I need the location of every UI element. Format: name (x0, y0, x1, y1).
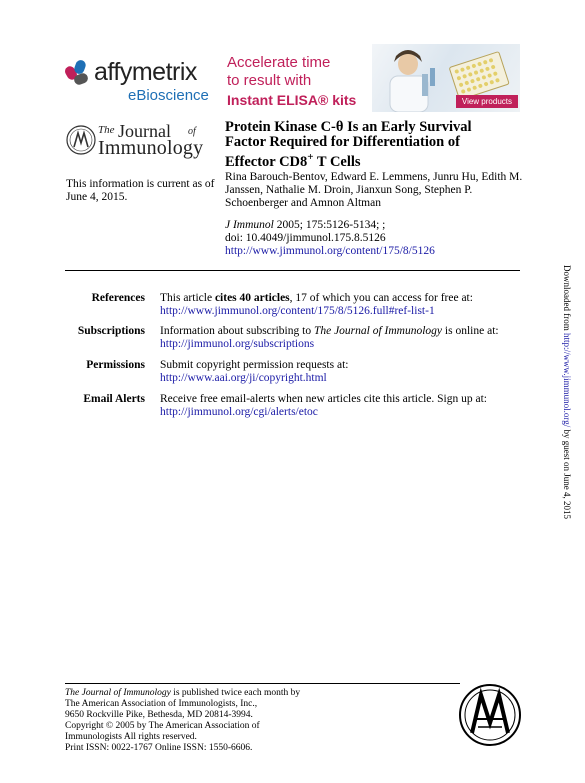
download-notice-prefix: Downloaded from (562, 265, 572, 333)
title-line-3-a: Effector CD8 (225, 153, 308, 170)
title-line-1: Protein Kinase C-θ Is an Early Survival (225, 119, 472, 135)
doi: doi: 10.4049/jimmunol.175.8.5126 (225, 232, 386, 244)
subscriptions-text (160, 325, 530, 351)
affymetrix-mark-icon (66, 60, 90, 86)
references-label: References (91, 292, 145, 304)
ad-lab-photo (372, 44, 520, 112)
permissions-link[interactable]: http://www.aai.org/ji/copyright.html (160, 372, 327, 384)
references-text-b: , 17 of which you can access for free at: (289, 292, 473, 304)
ebioscience-name: eBioscience (128, 87, 209, 104)
article-title (225, 120, 525, 170)
ad-line-2: to result with (227, 72, 312, 89)
ad-headline (227, 54, 356, 110)
references-text (160, 292, 530, 318)
subscriptions-label: Subscriptions (77, 325, 145, 337)
article-url-link[interactable]: http://www.jimmunol.org/content/175/8/5126 (225, 245, 435, 257)
subscriptions-journal-name: The Journal of Immunology (313, 325, 443, 337)
footer-journal-name: The Journal of Immunology (65, 688, 171, 698)
references-count: cites 40 articles (214, 292, 290, 304)
author-list: Rina Barouch-Bentov, Edward E. Lemmens, Junru Hu, Edith M. Janssen, Nathalie M. Droin, Jianxun Song, Stephen P. Schoenberger and Amnon Altman (225, 171, 523, 209)
email-alerts-label: Email Alerts (83, 393, 145, 405)
footer-line-1-rest: is published twice each month by (170, 688, 301, 698)
subscriptions-text-b: is online at: (442, 325, 499, 337)
journal-logo-immunology: Immunology (98, 137, 204, 159)
permissions-label: Permissions (86, 359, 145, 371)
permissions-text-a: Submit copyright permission requests at: (160, 359, 349, 371)
citation-journal: J Immunol (225, 219, 274, 231)
ad-line-3: Instant ELISA® kits (227, 92, 357, 108)
references-text-a: This article (160, 292, 215, 304)
footer-line-2: The American Association of Immunologists, Inc., (65, 699, 258, 709)
affymetrix-logo (66, 58, 211, 108)
download-site-link[interactable]: http://www.jimmunol.org/ (562, 332, 572, 428)
title-line-3-b: T Cells (313, 153, 361, 170)
journal-logo-of: of (188, 126, 196, 137)
publisher-footer (65, 688, 365, 754)
citation-line (225, 219, 525, 232)
title-line-2: Factor Required for Differentiation of (225, 134, 460, 150)
subscriptions-link[interactable]: http://jimmunol.org/subscriptions (160, 338, 315, 350)
footer-divider (65, 683, 460, 684)
download-notice-suffix: by guest on June 4, 2015 (562, 427, 572, 519)
title-superscript: + (307, 151, 314, 163)
journal-logo-journal: Journal (118, 121, 171, 141)
footer-line-4: Copyright © 2005 by The American Association of (65, 721, 260, 731)
journal-logo[interactable] (66, 121, 216, 160)
references-link[interactable]: http://www.jimmunol.org/content/175/8/5126.full#ref-list-1 (160, 305, 435, 317)
subscriptions-text-a: Information about subscribing to (160, 325, 314, 337)
affymetrix-name: affymetrix (94, 58, 197, 86)
ad-banner[interactable] (62, 44, 520, 112)
footer-line-1 (65, 688, 365, 699)
download-notice (562, 265, 572, 519)
citation-details: 2005; 175:5126-5134; ; (273, 219, 386, 231)
view-products-button[interactable]: View products (456, 95, 518, 108)
email-alerts-text-a: Receive free email-alerts when new articles cite this article. Sign up at: (160, 393, 487, 405)
current-notice: This information is current as of June 4, 2015. (66, 178, 215, 203)
email-alerts-link[interactable]: http://jimmunol.org/cgi/alerts/etoc (160, 406, 318, 418)
citation (225, 219, 525, 258)
header-divider (65, 270, 520, 271)
permissions-text (160, 359, 530, 385)
aai-seal-icon (66, 125, 96, 155)
footer-line-5: Immunologists All rights reserved. (65, 732, 197, 742)
email-alerts-text (160, 393, 530, 419)
ad-line-1: Accelerate time (227, 54, 331, 71)
journal-logo-the: The (98, 124, 115, 136)
footer-line-6: Print ISSN: 0022-1767 Online ISSN: 1550-6606. (65, 743, 253, 753)
footer-line-3: 9650 Rockville Pike, Bethesda, MD 20814-3994. (65, 710, 253, 720)
title-line-3 (225, 150, 525, 170)
aai-emblem-icon (458, 683, 522, 747)
